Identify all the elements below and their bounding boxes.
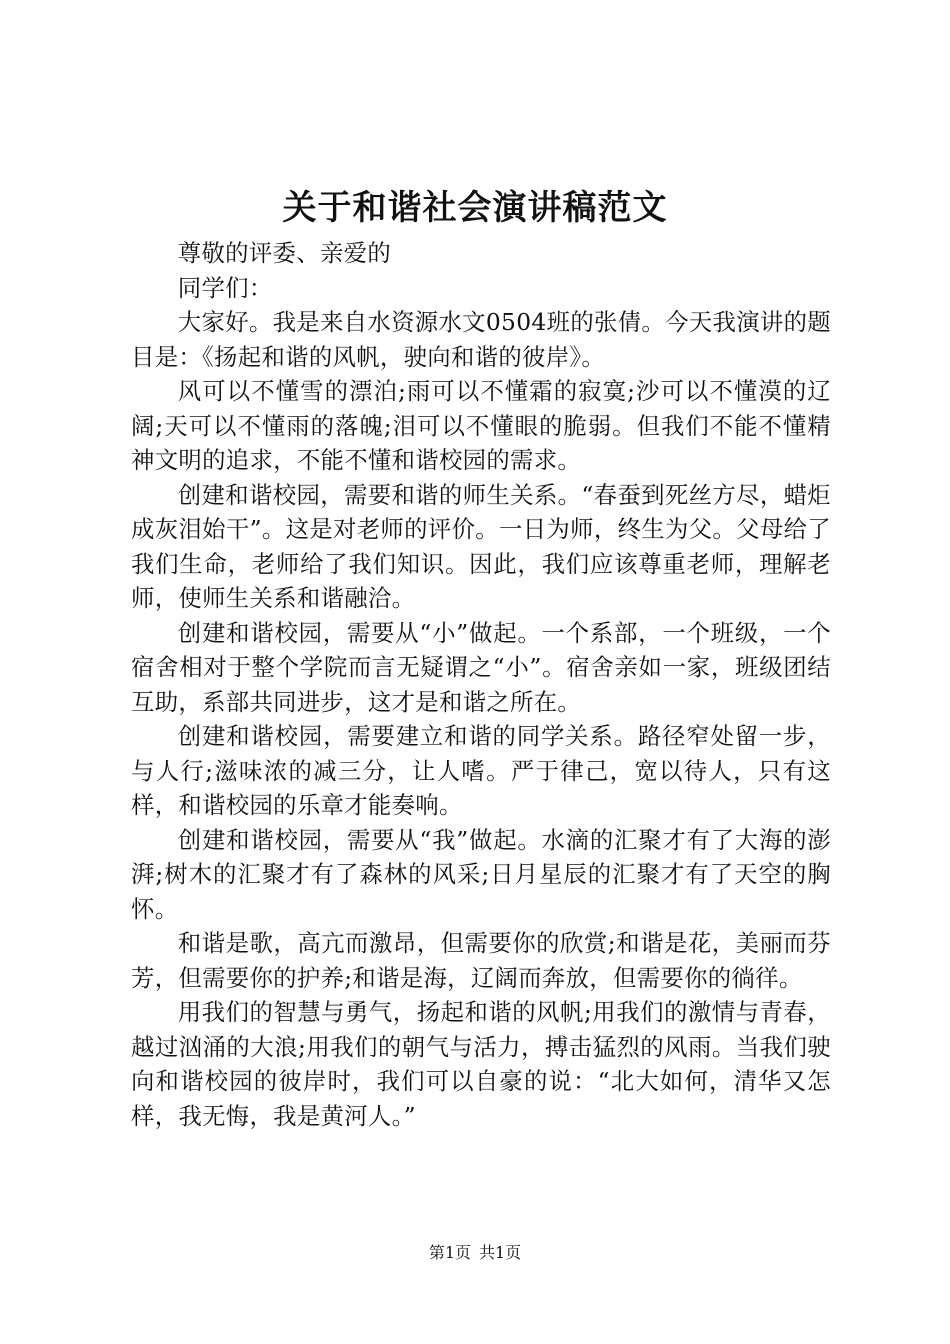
page-number-current: 第1页 bbox=[428, 1243, 471, 1262]
paragraph-salutation-2: 同学们： bbox=[177, 273, 273, 302]
paragraph-intro: 大家好。我是来自水资源水文0504班的张倩。今天我演讲的题目是：《扬起和谐的风帆，驶向和谐的彼岸》。 bbox=[131, 308, 831, 371]
paragraph-salutation-1: 尊敬的评委、亲爱的 bbox=[177, 239, 392, 267]
page-number-total: 共1页 bbox=[479, 1243, 522, 1262]
paragraph-5: 创建和谐校园，需要建立和谐的同学关系。路径窄处留一步，与人行;滋味浓的减三分，让人嗜。严于律己，宽以待人，只有这样，和谐校园的乐章才能奏响。 bbox=[131, 722, 831, 819]
paragraph-2: 风可以不懂雪的漂泊;雨可以不懂霜的寂寞;沙可以不懂漠的辽阔;天可以不懂雨的落魄;泪可以不懂眼的脆弱。但我们不能不懂精神文明的追求，不能不懂和谐校园的需求。 bbox=[131, 377, 831, 474]
paragraph-4: 创建和谐校园，需要从“小”做起。一个系部，一个班级，一个宿舍相对于整个学院而言无疑谓之“小”。宿舍亲如一家，班级团结互助，系部共同进步，这才是和谐之所在。 bbox=[131, 618, 831, 716]
paragraph-6: 创建和谐校园，需要从“我”做起。水滴的汇聚才有了大海的澎湃;树木的汇聚才有了森林的风采;日月星辰的汇聚才有了天空的胸怀。 bbox=[131, 825, 831, 923]
paragraph-3: 创建和谐校园，需要和谐的师生关系。“春蚕到死丝方尽，蜡炬成灰泪始干”。这是对老师的评价。一日为师，终生为父。父母给了我们生命，老师给了我们知识。因此，我们应该尊重老师，理解老师，使师生关系和谐融洽。 bbox=[131, 480, 831, 612]
paragraph-8: 用我们的智慧与勇气，扬起和谐的风帆;用我们的激情与青春，越过汹涌的大浪;用我们的朝气与活力，搏击猛烈的风雨。当我们驶向和谐校园的彼岸时，我们可以自豪的说：“北大如何，清华又怎样，我无悔，我是黄河人。” bbox=[131, 998, 831, 1130]
document-title: 关于和谐社会演讲稿范文 bbox=[282, 188, 668, 228]
page-footer bbox=[0, 1241, 950, 1265]
paragraph-7: 和谐是歌，高亢而激昂，但需要你的欣赏;和谐是花，美丽而芬芳，但需要你的护养;和谐是海，辽阔而奔放，但需要你的徜徉。 bbox=[131, 929, 831, 992]
document-body bbox=[131, 236, 831, 1133]
